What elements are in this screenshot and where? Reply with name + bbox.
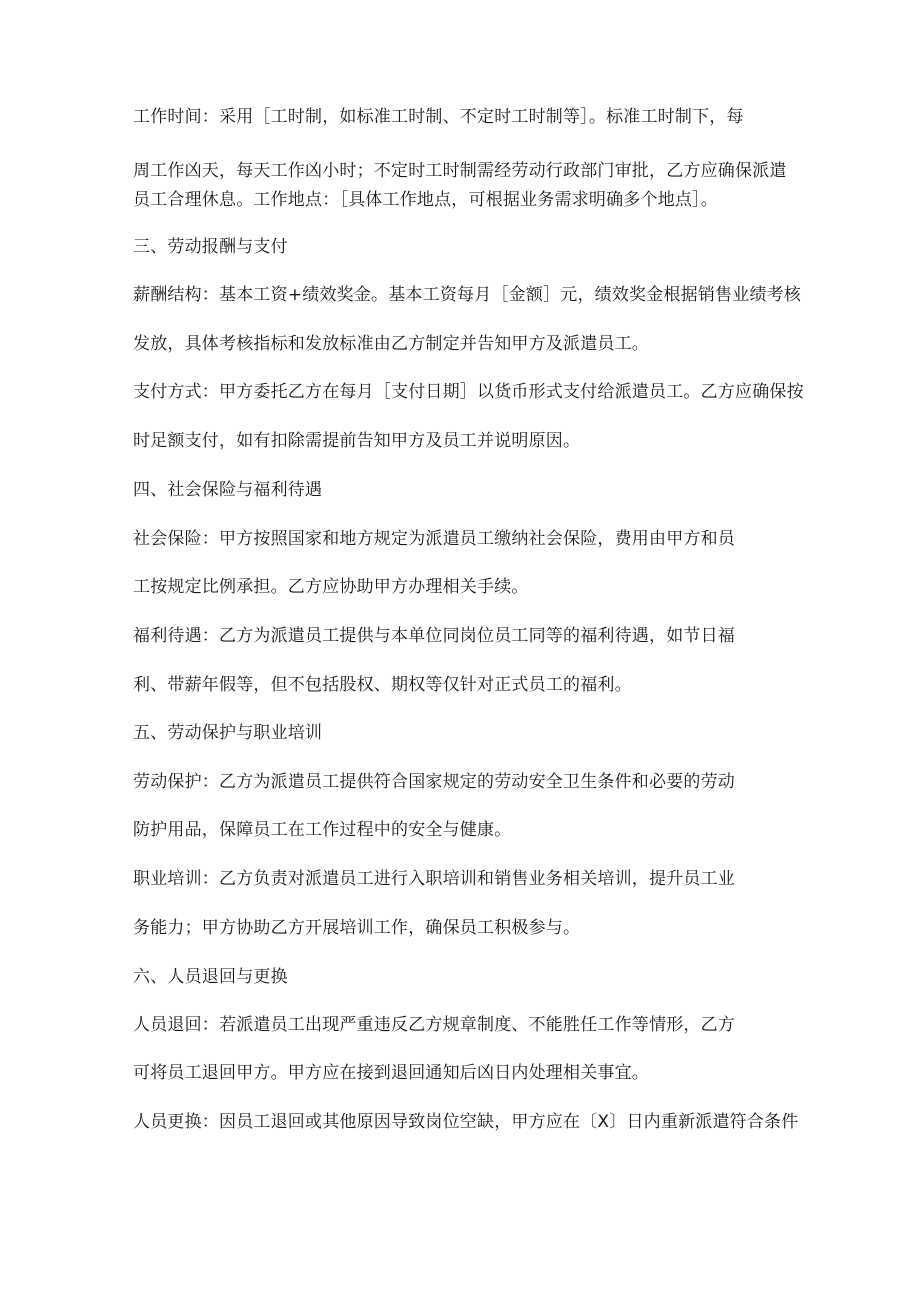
paragraph-line: 人员更换：因员工退回或其他原因导致岗位空缺，甲方应在〔X〕日内重新派遣符合条件 xyxy=(133,1112,799,1132)
section-heading: 五、劳动保护与职业培训 xyxy=(133,723,323,743)
paragraph-line: 人员退回：若派遣员工出现严重违反乙方规章制度、不能胜任工作等情形，乙方 xyxy=(133,1015,735,1035)
paragraph-line: 支付方式：甲方委托乙方在每月［支付日期］以货币形式支付给派遣员工。乙方应确保按 xyxy=(133,382,804,402)
paragraph-line: 利、带薪年假等，但不包括股权、期权等仅针对正式员工的福利。 xyxy=(133,675,632,695)
paragraph-line: 发放，具体考核指标和发放标准由乙方制定并告知甲方及派遣员工。 xyxy=(133,334,649,354)
paragraph-line: 可将员工退回甲方。甲方应在接到退回通知后凶日内处理相关事宜。 xyxy=(133,1063,649,1083)
section-heading: 六、人员退回与更换 xyxy=(133,967,288,987)
paragraph-line: 社会保险：甲方按照国家和地方规定为派遣员工缴纳社会保险，费用由甲方和员 xyxy=(133,529,735,549)
paragraph-line: 员工合理休息。工作地点：［具体工作地点，可根据业务需求明确多个地点］。 xyxy=(133,190,718,210)
paragraph-line: 工作时间：采用［工时制，如标准工时制、不定时工时制等］。标准工时制下，每 xyxy=(133,107,744,127)
paragraph-line: 职业培训：乙方负责对派遣员工进行入职培训和销售业务相关培训，提升员工业 xyxy=(133,869,735,889)
paragraph-line: 福利待遇：乙方为派遣员工提供与本单位同岗位员工同等的福利待遇，如节日福 xyxy=(133,626,735,646)
paragraph-line: 周工作凶天，每天工作凶小时；不定时工时制需经劳动行政部门审批，乙方应确保派遣 xyxy=(133,161,787,181)
section-heading: 四、社会保险与福利待遇 xyxy=(133,480,323,500)
paragraph-line: 务能力；甲方协助乙方开展培训工作，确保员工积极参与。 xyxy=(133,918,581,938)
paragraph-line: 时足额支付，如有扣除需提前告知甲方及员工并说明原因。 xyxy=(133,431,581,451)
section-heading: 三、劳动报酬与支付 xyxy=(133,237,288,257)
paragraph-line: 防护用品，保障员工在工作过程中的安全与健康。 xyxy=(133,820,512,840)
paragraph-line: 劳动保护：乙方为派遣员工提供符合国家规定的劳动安全卫生条件和必要的劳动 xyxy=(133,772,735,792)
paragraph-line: 工按规定比例承担。乙方应协助甲方办理相关手续。 xyxy=(133,577,529,597)
paragraph-line: 薪酬结构：基本工资+绩效奖金。基本工资每月［金额］元，绩效奖金根据销售业绩考核 xyxy=(133,285,802,305)
